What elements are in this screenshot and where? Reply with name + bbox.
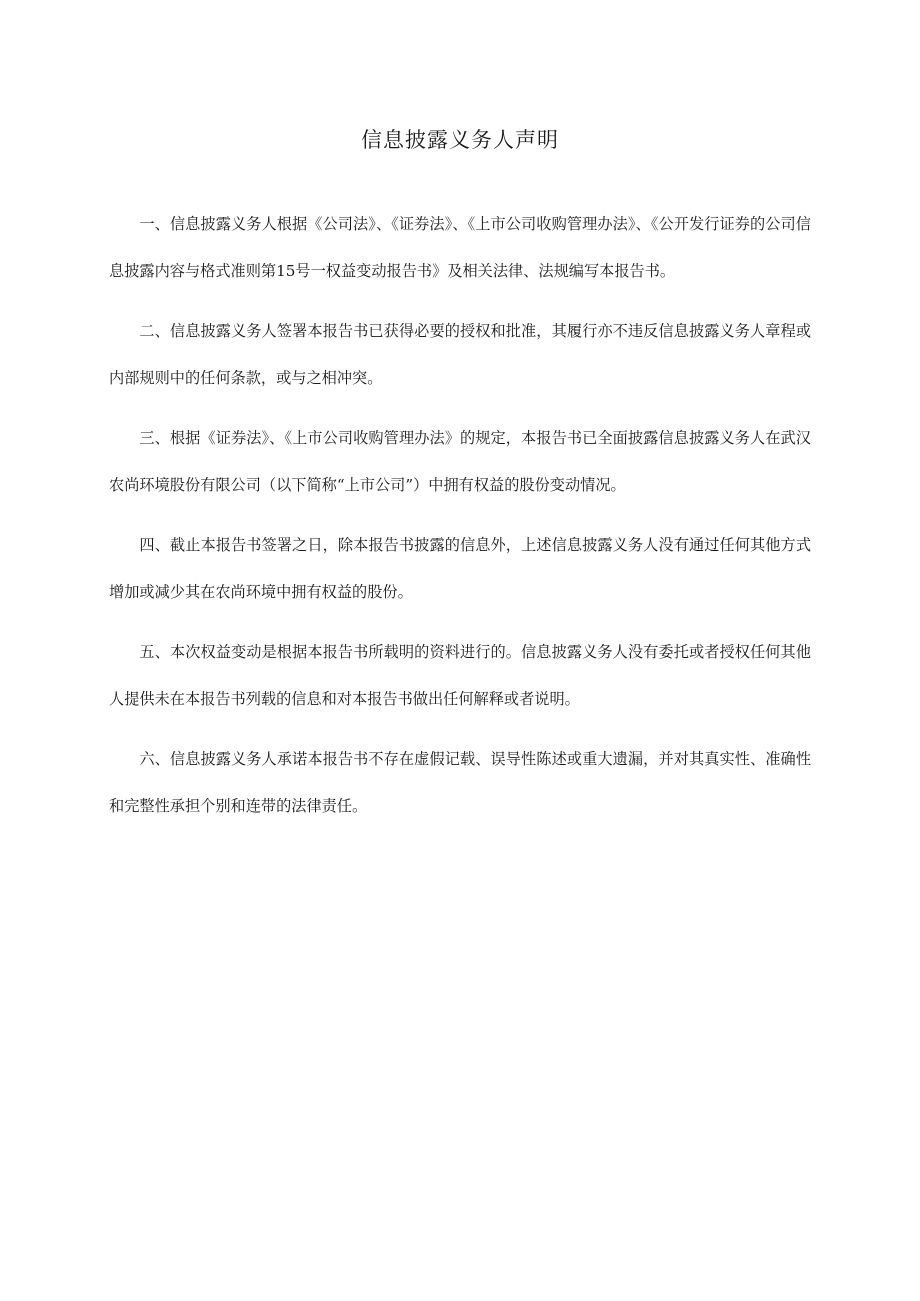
paragraph-5: 五、本次权益变动是根据本报告书所载明的资料进行的。信息披露义务人没有委托或者授权任何其他人提供未在本报告书列载的信息和对本报告书做出任何解释或者说明。: [109, 643, 811, 708]
paragraph-4: 四、截止本报告书签署之日，除本报告书披露的信息外，上述信息披露义务人没有通过任何其他方式增加或减少其在农尚环境中拥有权益的股份。: [109, 536, 811, 601]
declaration-body: [109, 201, 811, 843]
paragraph-3: 三、根据《证券法》、《上市公司收购管理办法》的规定，本报告书已全面披露信息披露义务人在武汉农尚环境股份有限公司（以下简称“上市公司”）中拥有权益的股份变动情况。: [109, 429, 811, 494]
paragraph-2: 二、信息披露义务人签署本报告书已获得必要的授权和批准，其履行亦不违反信息披露义务人章程或内部规则中的任何条款，或与之相冲突。: [109, 322, 811, 387]
page-title: 信息披露义务人声明: [361, 128, 559, 152]
paragraph-6: 六、信息披露义务人承诺本报告书不存在虚假记载、误导性陈述或重大遗漏，并对其真实性、准确性和完整性承担个别和连带的法律责任。: [109, 750, 811, 815]
paragraph-1: 一、信息披露义务人根据《公司法》、《证券法》、《上市公司收购管理办法》、《公开发行证券的公司信息披露内容与格式准则第15号一权益变动报告书》及相关法律、法规编写本报告书。: [109, 215, 811, 280]
